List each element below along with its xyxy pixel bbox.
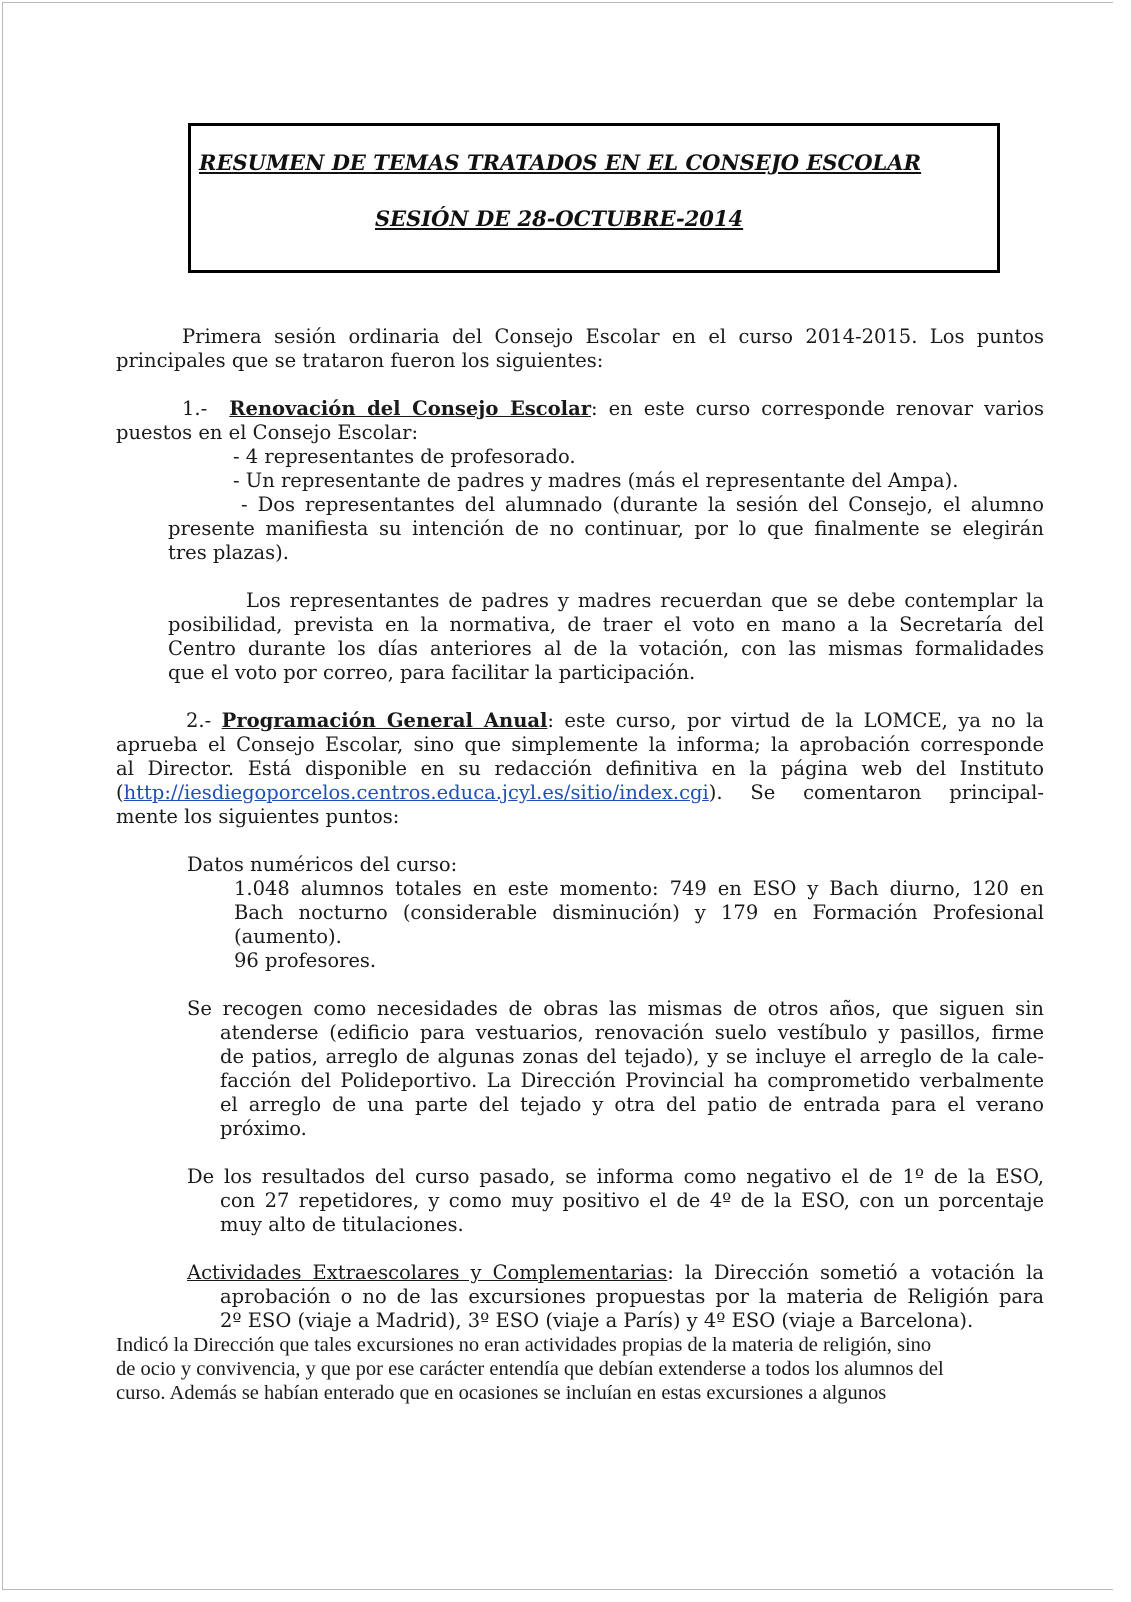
item1-text-line: puestos en el Consejo Escolar:: [116, 421, 419, 444]
actividades-heading: Actividades Extraescolares y Complementarias: [187, 1261, 668, 1284]
item2-number: 2.-: [186, 709, 212, 732]
item1-heading-line: [116, 397, 1044, 421]
item1-bullet: - Dos representantes del alumnado (durante la sesión del Consejo, el alumno: [241, 493, 1044, 516]
document-title: RESUMEN DE TEMAS TRATADOS EN EL CONSEJO ESCOLAR: [199, 150, 922, 175]
datos-line: 96 profesores.: [234, 949, 377, 972]
item2-text-line: aprueba el Consejo Escolar, sino que simplemente la informa; la aprobación corresponde: [116, 733, 1044, 756]
item2-text-line: al Director. Está disponible en su redacción definitiva en la página web del Instituto: [116, 757, 1044, 780]
actividades-plain-line: Indicó la Dirección que tales excursiones no eran actividades propias de la materia de religión, sino: [116, 1334, 932, 1356]
obras-line: de patios, arreglo de algunas zonas del tejado), y se incluye el arreglo de la cale-: [220, 1045, 1044, 1068]
datos-line: Bach nocturno (considerable disminución) y 179 en Formación Profesional: [234, 901, 1044, 924]
item1-number: 1.-: [182, 397, 208, 420]
item2-text-line: mente los siguientes puntos:: [116, 805, 400, 828]
institute-website-link[interactable]: http://iesdiegoporcelos.centros.educa.jcyl.es/sitio/index.cgi: [123, 781, 709, 804]
resultados-line: con 27 repetidores, y como muy positivo el de 4º de la ESO, con un porcentaje: [220, 1189, 1044, 1212]
obras-line: facción del Polideportivo. La Dirección Provincial ha comprometido verbalmente: [220, 1069, 1044, 1092]
actividades-line: aprobación o no de las excursiones propuestas por la materia de Religión para: [220, 1285, 1044, 1308]
session-date-title: SESIÓN DE 28-OCTUBRE-2014: [375, 206, 744, 231]
item2-heading-line: [116, 709, 1044, 733]
item1-paragraph-line: que el voto por correo, para facilitar la participación.: [168, 661, 696, 684]
item2-text: : este curso, por virtud de la LOMCE, ya no la: [547, 709, 1044, 732]
actividades-plain-line: curso. Además se habían enterado que en ocasiones se incluían en estas excursiones a algunos: [116, 1382, 887, 1404]
title-box: [188, 123, 1000, 273]
intro-line: Primera sesión ordinaria del Consejo Escolar en el curso 2014-2015. Los puntos: [182, 325, 1044, 348]
item1-text: : en este curso corresponde renovar varios: [590, 397, 1045, 420]
actividades-plain-line: de ocio y convivencia, y que por ese carácter entendía que debían extenderse a todos los alumnos del: [116, 1358, 944, 1380]
resultados-line: muy alto de titulaciones.: [220, 1213, 464, 1236]
actividades-heading-line: Actividades Extraescolares y Complementarias: la Dirección sometió a votación la: [187, 1261, 1044, 1284]
obras-line: próximo.: [220, 1117, 307, 1140]
obras-line: Se recogen como necesidades de obras las mismas de otros años, que siguen sin: [187, 997, 1044, 1020]
item1-bullet: - Un representante de padres y madres (más el representante del Ampa).: [233, 469, 959, 492]
datos-heading: Datos numéricos del curso:: [187, 853, 458, 876]
item1-bullet: - 4 representantes de profesorado.: [233, 445, 576, 468]
item2-heading: Programación General Anual: [221, 709, 548, 732]
item1-paragraph-line: Centro durante los días anteriores al de la votación, con las mismas formalidades: [168, 637, 1044, 660]
item1-bullet-continuation: presente manifiesta su intención de no continuar, por lo que finalmente se elegirán: [168, 517, 1044, 540]
obras-line: atenderse (edificio para vestuarios, renovación suelo vestíbulo y pasillos, firme: [220, 1021, 1044, 1044]
item1-heading: Renovación del Consejo Escolar: [229, 397, 591, 420]
actividades-line: 2º ESO (viaje a Madrid), 3º ESO (viaje a París) y 4º ESO (viaje a Barcelona).: [220, 1309, 974, 1332]
item1-bullet-continuation: tres plazas).: [168, 541, 289, 564]
item1-paragraph-line: posibilidad, prevista en la normativa, de traer el voto en mano a la Secretaría del: [168, 613, 1044, 636]
datos-line: 1.048 alumnos totales en este momento: 749 en ESO y Bach diurno, 120 en: [234, 877, 1044, 900]
datos-line: (aumento).: [234, 925, 342, 948]
item1-paragraph-line: Los representantes de padres y madres recuerdan que se debe contemplar la: [246, 589, 1044, 612]
intro-line: principales que se trataron fueron los siguientes:: [116, 349, 604, 372]
item2-link-line: (http://iesdiegoporcelos.centros.educa.jcyl.es/sitio/index.cgi). Se comentaron principal-: [116, 781, 1044, 804]
document-page: [2, 2, 1113, 1590]
obras-line: el arreglo de una parte del tejado y otra del patio de entrada para el verano: [220, 1093, 1044, 1116]
document-body: [116, 325, 1044, 1405]
resultados-line: De los resultados del curso pasado, se informa como negativo el de 1º de la ESO,: [187, 1165, 1044, 1188]
